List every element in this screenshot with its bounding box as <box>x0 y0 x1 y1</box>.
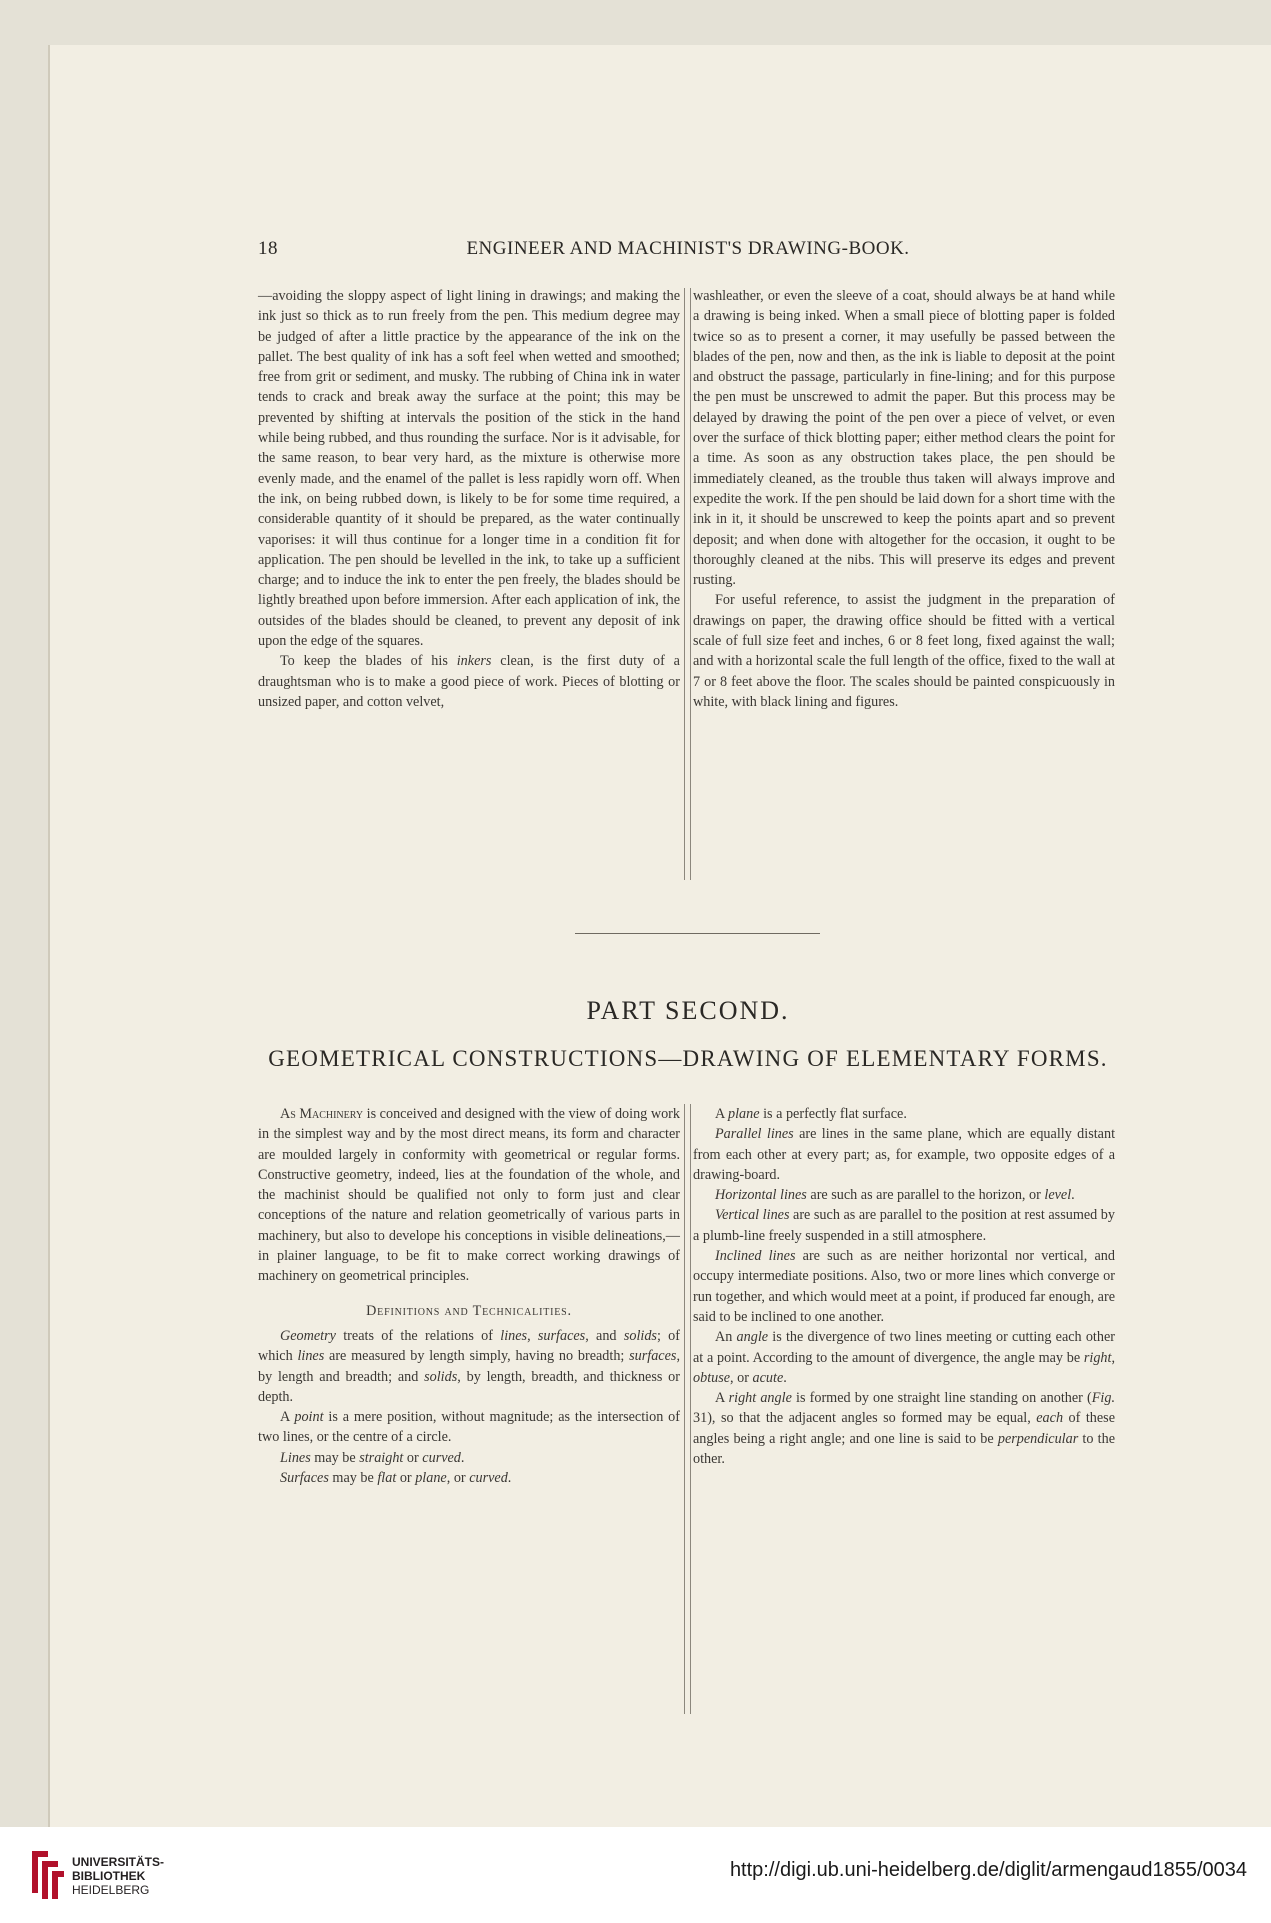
text-run: are such as are neither horizontal nor vertical, and occupy intermediate positions. Also, two or more lines which converge or run together, and which would meet at a point, if produced far enough, are said to be inclined to one another. <box>693 1248 1115 1325</box>
italic-term: right angle <box>728 1390 792 1407</box>
text-run: are lines in the same plane, which are equally distant from each other at every part; as, for example, two opposite edges of a drawing-board. <box>693 1126 1116 1183</box>
paragraph-inkers <box>258 651 680 712</box>
text-run: , or <box>730 1369 753 1386</box>
italic-term: level <box>1044 1187 1072 1204</box>
italic-term: lines <box>500 1327 528 1344</box>
text-run: is conceived and designed with the view of doing work in the simplest way and by the most direct means, its form and character are moulded largely in conformity with geometrical or regular forms. Constructive geometry, indeed, lies at the foundation of the whole, and the machinist should be qualified not only to form just and clear conceptions of the nature and relation geometrically of various parts in machinery, but also to develope his conceptions in visible delineations,—in plainer language, to be fit to make correct working drawings of machinery on geometrical principles. <box>258 1106 680 1285</box>
paragraph: For useful reference, to assist the judgment in the preparation of drawings on paper, the drawing office should be fitted with a vertical scale of full size feet and inches, 6 or 8 feet long, fixed against the wall; and with a horizontal scale the full length of the office, fixed to the wall at 7 or 8 feet above the floor. The scales should be painted conspicuously in white, with black lining and figures. <box>693 592 1115 710</box>
italic-term: Inclined lines <box>715 1248 796 1265</box>
italic-term: right <box>1083 1349 1112 1366</box>
running-title: ENGINEER AND MACHINIST'S DRAWING-BOOK. <box>466 238 910 259</box>
definition-horizontal <box>693 1185 1115 1205</box>
top-left-column <box>258 286 680 712</box>
definition-point <box>258 1407 680 1448</box>
text-run: To keep the blades of his <box>280 653 457 670</box>
definition-inclined <box>693 1246 1115 1327</box>
italic-term: point <box>294 1409 324 1426</box>
text-run: A <box>715 1106 729 1122</box>
text-run: clean, is the first duty of a draughtsman who is to make a good piece of work. Pieces of blotting or unsized paper, and cotton velvet, <box>258 653 680 710</box>
text-run: , and <box>585 1327 624 1344</box>
definition-lines <box>258 1448 680 1468</box>
text-run: . <box>460 1449 465 1466</box>
part-title: PART SECOND. <box>586 996 790 1025</box>
subheading: Definitions and Technicalities. <box>366 1302 572 1319</box>
text-run: may be <box>328 1470 378 1487</box>
definition-surfaces <box>258 1468 680 1488</box>
italic-term: Geometry <box>280 1327 336 1344</box>
definition-parallel <box>693 1124 1115 1185</box>
text-run: is a perfectly flat surface. <box>759 1106 907 1122</box>
source-url-link[interactable]: http://digi.ub.uni-heidelberg.de/diglit/armengaud1855/0034 <box>729 1859 1247 1881</box>
text-run: is formed by one straight line standing on another ( <box>791 1390 1092 1407</box>
paragraph: washleather, or even the sleeve of a coat, should always be at hand while a drawing is being inked. When a small piece of blotting paper is folded twice so as to present a corner, it may usefully be passed between the blades of the pen, now and then, as the ink is liable to deposit at the point and obstruct the passage, particularly in fine-lining; and for this purpose the pen must be unscrewed to admit the paper. But this process may be delayed by drawing the point of the pen over a piece of velvet, or even over the surface of thick blotting paper; either method clears the point for a time. As soon as any obstruction takes place, the pen should be immediately cleaned, as the trouble thus taken will always improve and expedite the work. If the pen should be laid down for a short time with the ink in it, it should be unscrewed to keep the points apart and so prevent deposit; and when done with altogether for the occasion, it ought to be thoroughly cleaned at the nibs. This will preserve its edges and prevent rusting. <box>693 288 1115 589</box>
definition-right-angle <box>693 1388 1115 1469</box>
text-run: to the other. <box>693 1430 1115 1468</box>
text-run: , <box>527 1327 538 1344</box>
italic-term: Surfaces <box>280 1470 329 1487</box>
section-title: GEOMETRICAL CONSTRUCTIONS—DRAWING OF ELEMENTARY FORMS. <box>268 1046 1108 1071</box>
italic-term: curved <box>422 1449 461 1466</box>
library-name <box>72 1855 164 1897</box>
italic-term: Horizontal lines <box>715 1187 807 1204</box>
text-run: ; of which <box>258 1327 681 1365</box>
library-name-line: HEIDELBERG <box>72 1883 150 1897</box>
text-run: are such as are parallel to the horizon, or <box>806 1187 1045 1204</box>
text-run: may be <box>310 1449 360 1466</box>
text-run: 31), so that the adjacent angles so formed may be equal, <box>693 1410 1037 1427</box>
definition-vertical <box>693 1205 1115 1246</box>
bottom-right-column <box>693 1104 1115 1469</box>
column-divider <box>684 288 691 880</box>
italic-term: surfaces <box>629 1348 677 1365</box>
text-run: are such as are parallel to the position at rest assumed by a plumb-line freely suspended in a still atmosphere. <box>693 1207 1115 1244</box>
definition-angle <box>693 1327 1115 1388</box>
text-run: . <box>1071 1187 1075 1204</box>
text-run: treats of the relations of <box>335 1327 501 1344</box>
paragraph: —avoiding the sloppy aspect of light lining in drawings; and making the ink just so thick as to run freely from the pen. This medium degree may be judged of after a little practice by the appearance of the ink on the pallet. The best quality of ink has a soft feel when wetted and smoothed; free from grit or sediment, and musky. The rubbing of China ink in water tends to crack and break away the surface at the point; this may be prevented by shifting at intervals the position of the stick in the hand while being rubbed, and thus rounding the surface. Nor is it advisable, for the same reason, to bear very hard, as the mixture is otherwise more evenly made, and the enamel of the pallet is less rapidly worn off. When the ink, on being rubbed down, is likely to be for some time required, a considerable quantity of it should be prepared, as the water continually vaporises: it will thus continue for a longer time in a condition fit for application. The pen should be levelled in the ink, to take up a sufficient charge; and to induce the ink to enter the pen freely, the blades should be lightly breathed upon before immersion. After each application of ink, the outsides of the blades should be cleaned, to prevent any deposit of ink upon the edge of the squares. <box>258 288 680 650</box>
italic-term: Fig. <box>1091 1390 1115 1407</box>
italic-term: flat <box>377 1470 397 1487</box>
text-run: , <box>1111 1349 1115 1366</box>
italic-term: each <box>1036 1410 1064 1427</box>
italic-term: acute <box>752 1369 784 1386</box>
text-run: An <box>715 1329 737 1346</box>
text-run: , or <box>446 1470 470 1487</box>
definition-geometry <box>258 1326 680 1407</box>
text-run: is a mere position, without magnitude; as the intersection of two lines, or the centre of a circle. <box>258 1409 680 1446</box>
text-run: , by length, breadth, and thickness or depth. <box>258 1368 681 1405</box>
page-number: 18 <box>258 238 278 259</box>
italic-term: Vertical lines <box>715 1207 790 1224</box>
text-run: or <box>396 1470 416 1487</box>
italic-term: Lines <box>280 1449 311 1466</box>
italic-term: solids <box>623 1327 657 1344</box>
text-run: of these angles being a right angle; and one line is said to be <box>693 1410 1115 1447</box>
text-run: , by length and breadth; and <box>258 1348 680 1385</box>
italic-term: obtuse <box>693 1369 731 1386</box>
text-run: A <box>280 1409 295 1426</box>
section-rule <box>575 933 820 934</box>
intro-paragraph <box>258 1104 680 1287</box>
italic-term: perpendicular <box>997 1430 1079 1447</box>
bottom-left-column <box>258 1104 680 1488</box>
definition-plane <box>693 1104 1115 1124</box>
university-library-logo-icon <box>26 1849 66 1901</box>
italic-term: straight <box>359 1449 404 1466</box>
text-run: . <box>783 1369 787 1386</box>
italic-term: solids <box>424 1368 458 1385</box>
text-run: are measured by length simply, having no breadth; <box>324 1348 630 1365</box>
italic-term: Parallel lines <box>715 1126 794 1143</box>
text-run: is the divergence of two lines meeting or cutting each other at a point. According to the amount of divergence, the angle may be <box>693 1329 1115 1366</box>
running-head <box>258 235 1118 265</box>
text-run: . <box>507 1470 512 1487</box>
column-divider <box>684 1104 691 1714</box>
italic-term: inkers <box>456 653 492 670</box>
library-name-line: UNIVERSITÄTS- <box>72 1855 165 1869</box>
italic-term: lines <box>297 1348 325 1365</box>
library-footer <box>0 1827 1271 1923</box>
library-name-line: BIBLIOTHEK <box>72 1869 146 1883</box>
lead-small-caps: As Machinery <box>280 1106 364 1122</box>
italic-term: plane <box>728 1106 760 1122</box>
top-right-column <box>693 286 1115 712</box>
text-run: or <box>403 1449 423 1466</box>
text-run: A <box>715 1390 729 1407</box>
italic-term: plane <box>415 1470 447 1487</box>
italic-term: curved <box>469 1470 508 1487</box>
italic-term: angle <box>736 1329 769 1346</box>
italic-term: surfaces <box>537 1327 586 1344</box>
